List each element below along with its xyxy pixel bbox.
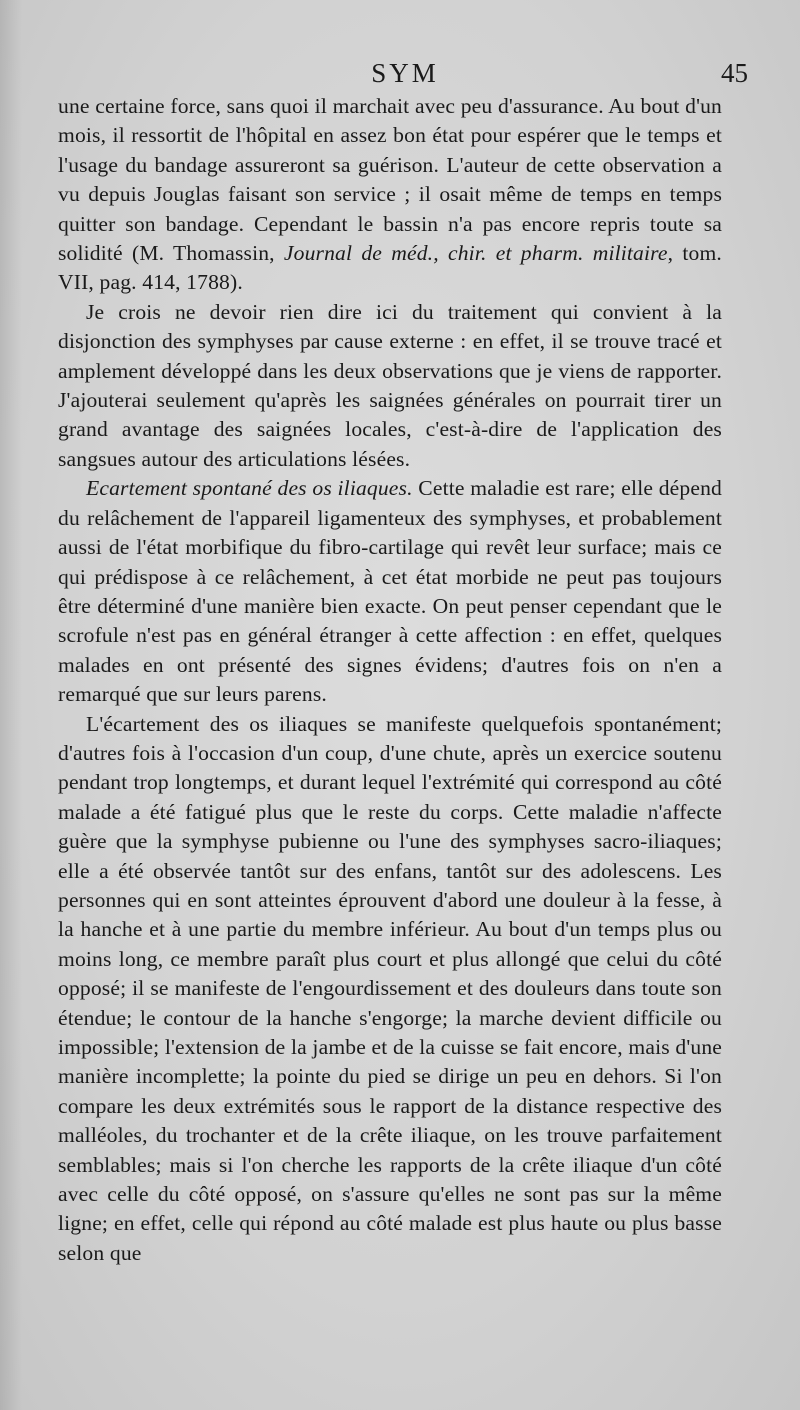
- text-segment: Je crois ne devoir rien dire ici du traitement qui convient à la disjonction des symphyses par cause externe : en effet, il se trouve tracé et amplement développé dans les deux observations que je viens de rapporter. J'ajouterai seulement qu'après les saignées générales on pourrait tirer un grand avantage des saignées locales, c'est-à-dire de l'application des sangsues autour des articulations lésées.: [58, 299, 722, 471]
- paragraph: [58, 474, 722, 709]
- text-segment: , tom. VII, pag. 414, 1788).: [58, 241, 722, 295]
- paragraph: [58, 298, 722, 474]
- running-head: [62, 58, 748, 94]
- paragraph: [58, 710, 722, 1269]
- page-number: 45: [721, 58, 748, 88]
- text-segment: Cette maladie est rare; elle dépend du relâchement de l'appareil ligamenteux des symphyses, et probablement aussi de l'état morbifique du fibro-cartilage qui revêt leur surface; mais ce qui prédispose à ce relâchement, à cet état morbide ne peut pas toujours être déterminé d'une manière bien exacte. On peut penser cependant que le scrofule n'est pas en général étranger à cette affection : en effet, quelques malades en ont présenté des signes évidens; d'autres fois on n'en a remarqué que sur leurs parens.: [58, 476, 722, 707]
- spine-shadow: [0, 0, 22, 1410]
- text-segment: une certaine force, sans quoi il marchait avec peu d'assurance. Au bout d'un mois, il ressortit de l'hôpital en assez bon état pour espérer que le temps et l'usage du bandage assureront sa guérison. L'auteur de cette observation a vu depuis Jouglas faisant son service ; il osait même de temps en temps quitter son bandage. Cependant le bassin n'a pas encore repris toute sa solidité (M. Thomassin,: [58, 94, 722, 266]
- text-segment: L'écartement des os iliaques se manifeste quelquefois spontanément; d'autres fois à l'occasion d'un coup, d'une chute, après un exercice soutenu pendant trop longtemps, et durant lequel l'extrémité qui correspond au côté malade a été fatigué plus que le reste du corps. Cette maladie n'affecte guère que la symphyse pubienne ou l'une des symphyses sacro-iliaques; elle a été observée tantôt sur des enfans, tantôt sur des adolescens. Les personnes qui en sont atteintes éprouvent d'abord une douleur à la fesse, à la hanche et à une partie du membre inférieur. Au bout d'un temps plus ou moins long, ce membre paraît plus court et plus allongé que celui du côté opposé; il se manifeste de l'engourdissement et des douleurs dans toute son étendue; le contour de la hanche s'engorge; la marche devient difficile ou impossible; l'extension de la jambe et de la cuisse se fait encore, mais d'une manière incomplette; la pointe du pied se dirige un peu en dehors. Si l'on compare les deux extrémités sous le rapport de la distance respective des malléoles, du trochanter et de la crête iliaque, on les trouve parfaitement semblables; mais si l'on cherche les rapports de la crête iliaque d'un côté avec celle du côté opposé, on s'assure qu'elles ne sont pas sur la même ligne; en effet, celle qui répond au côté malade est plus haute ou plus basse selon que: [58, 711, 722, 1265]
- running-title: SYM: [371, 58, 439, 88]
- body-text: [58, 92, 722, 1268]
- paragraph: [58, 92, 722, 298]
- section-heading: Ecartement spontané des os iliaques.: [86, 476, 413, 501]
- citation-journal-title: Journal de méd., chir. et pharm. militaire: [283, 241, 668, 266]
